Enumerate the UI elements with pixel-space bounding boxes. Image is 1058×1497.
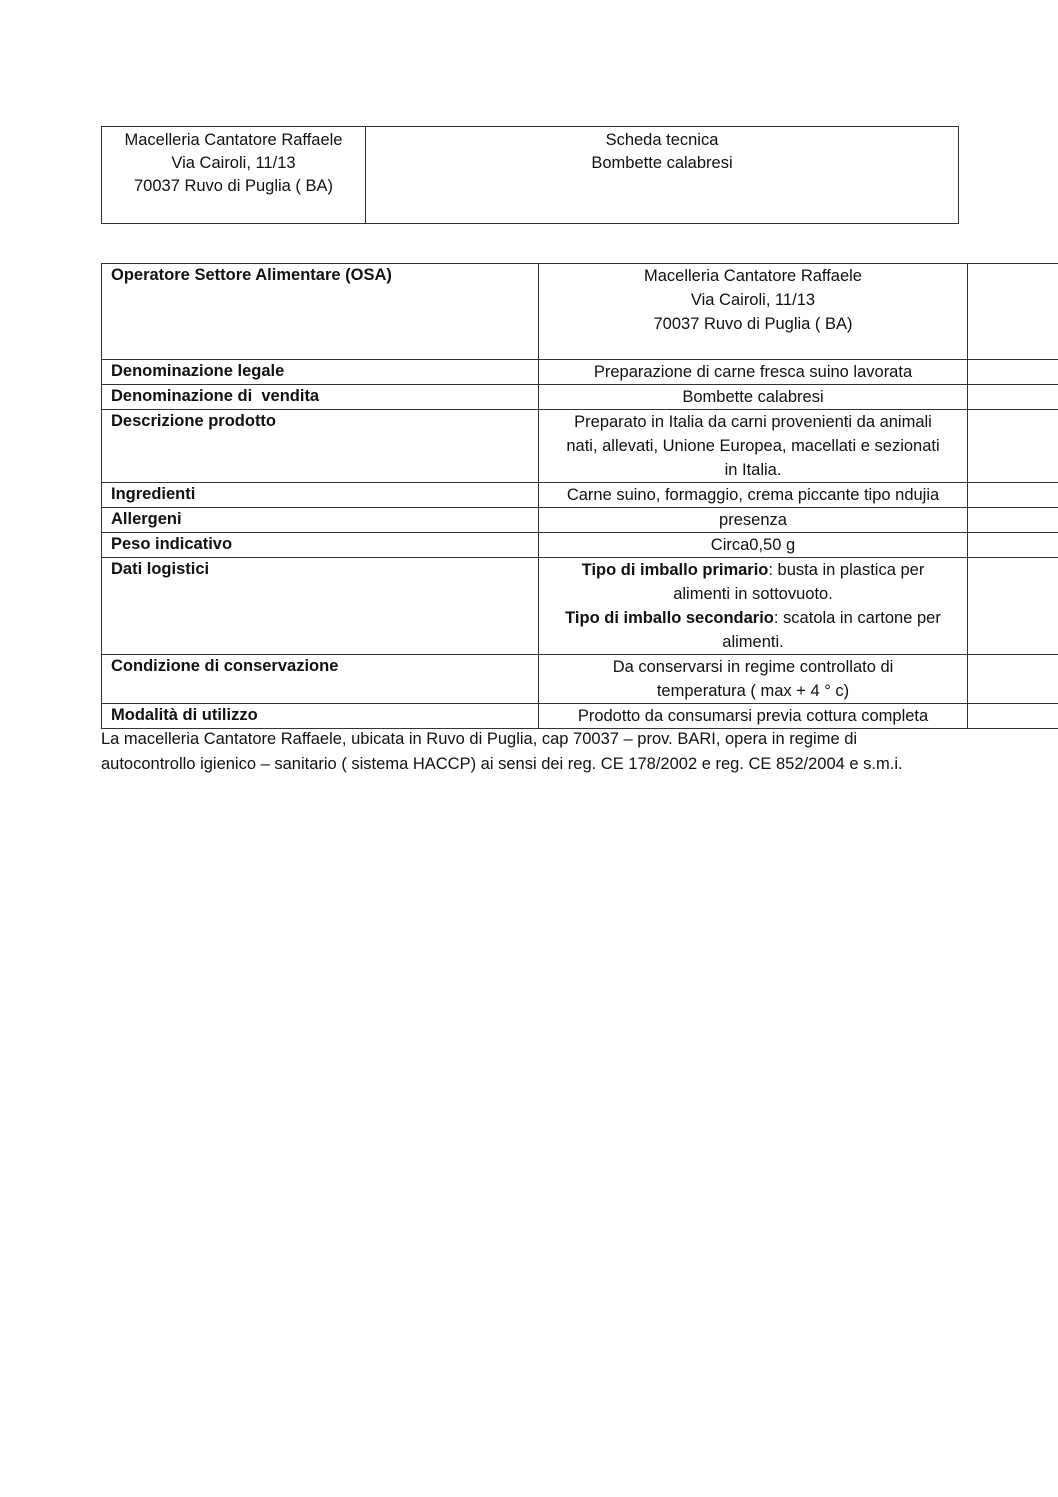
imballo-primario-line2: alimenti in sottovuoto. [673, 585, 833, 603]
imballo-secondario-line2: alimenti. [722, 633, 784, 651]
spec-row-peso [102, 533, 1058, 558]
spec-label-ingredienti: Ingredienti [102, 483, 539, 508]
spec-table [101, 263, 1058, 729]
conservazione-line: temperatura ( max + 4 ° c) [656, 682, 850, 700]
spec-label-descrizione: Descrizione prodotto [102, 410, 539, 483]
spec-value-conservazione [539, 655, 968, 704]
spec-extra-cell [968, 508, 1058, 533]
spec-label-osa: Operatore Settore Alimentare (OSA) [102, 264, 539, 360]
imballo-primario-text: : busta in plastica per [768, 561, 925, 579]
spec-extra-cell [968, 360, 1058, 385]
document-title: Scheda tecnica [605, 131, 719, 149]
spec-value-denominazione-legale: Preparazione di carne fresca suino lavorata [539, 360, 968, 385]
imballo-primario-line [539, 558, 967, 582]
company-street: Via Cairoli, 11/13 [171, 154, 296, 172]
spec-extra-cell [968, 483, 1058, 508]
osa-name: Macelleria Cantatore Raffaele [644, 267, 862, 285]
haccp-note-line2: autocontrollo igienico – sanitario ( sistema HACCP) ai sensi dei reg. CE 178/2002 e reg. CE 852/2004 e s.m.i. [101, 755, 903, 773]
spec-label-allergeni: Allergeni [102, 508, 539, 533]
spec-extra-cell [968, 704, 1058, 729]
spec-label-dati-logistici: Dati logistici [102, 558, 539, 655]
spec-value-descrizione [539, 410, 968, 483]
imballo-secondario-text: : scatola in cartone per [773, 609, 941, 627]
spec-row-osa [102, 264, 1058, 360]
spec-extra-cell [968, 385, 1058, 410]
haccp-note-line1: La macelleria Cantatore Raffaele, ubicata in Ruvo di Puglia, cap 70037 – prov. BARI, opera in regime di [101, 730, 858, 748]
spec-row-dati-logistici [102, 558, 1058, 655]
descrizione-line: in Italia. [724, 461, 782, 479]
spec-value-utilizzo: Prodotto da consumarsi previa cottura completa [539, 704, 968, 729]
spec-extra-cell [968, 655, 1058, 704]
company-name: Macelleria Cantatore Raffaele [124, 131, 343, 149]
spec-value-ingredienti: Carne suino, formaggio, crema piccante tipo ndujia [539, 483, 968, 508]
company-info-cell [102, 127, 366, 224]
company-city: 70037 Ruvo di Puglia ( BA) [133, 177, 334, 195]
header-row [102, 127, 959, 224]
osa-street: Via Cairoli, 11/13 [690, 291, 816, 309]
spec-row-denominazione-legale [102, 360, 1058, 385]
spec-value-allergeni: presenza [539, 508, 968, 533]
spec-label-denominazione-vendita: Denominazione di vendita [102, 385, 539, 410]
spec-row-utilizzo [102, 704, 1058, 729]
spec-value-osa [539, 264, 968, 360]
osa-city: 70037 Ruvo di Puglia ( BA) [653, 315, 853, 333]
descrizione-line: nati, allevati, Unione Europea, macellati e sezionati [566, 437, 940, 455]
spec-row-ingredienti [102, 483, 1058, 508]
spec-value-dati-logistici [539, 558, 968, 655]
spec-label-utilizzo: Modalità di utilizzo [102, 704, 539, 729]
spec-value-denominazione-vendita: Bombette calabresi [539, 385, 968, 410]
spec-extra-cell [968, 558, 1058, 655]
imballo-secondario-line [539, 606, 967, 630]
spec-label-denominazione-legale: Denominazione legale [102, 360, 539, 385]
header-table [101, 126, 959, 224]
document-title-cell [366, 127, 959, 224]
spec-extra-cell [968, 264, 1058, 360]
spec-label-peso: Peso indicativo [102, 533, 539, 558]
imballo-secondario-label: Tipo di imballo secondario [565, 609, 774, 627]
spec-extra-cell [968, 533, 1058, 558]
haccp-note [101, 727, 1001, 777]
spec-extra-cell [968, 410, 1058, 483]
spec-row-denominazione-vendita [102, 385, 1058, 410]
descrizione-line: Preparato in Italia da carni provenienti da animali [574, 413, 932, 431]
imballo-primario-label: Tipo di imballo primario [581, 561, 769, 579]
spec-row-conservazione [102, 655, 1058, 704]
spec-row-descrizione [102, 410, 1058, 483]
conservazione-line: Da conservarsi in regime controllato di [612, 658, 894, 676]
spec-value-peso: Circa0,50 g [539, 533, 968, 558]
spec-row-allergeni [102, 508, 1058, 533]
spec-label-conservazione: Condizione di conservazione [102, 655, 539, 704]
product-title: Bombette calabresi [591, 154, 733, 172]
